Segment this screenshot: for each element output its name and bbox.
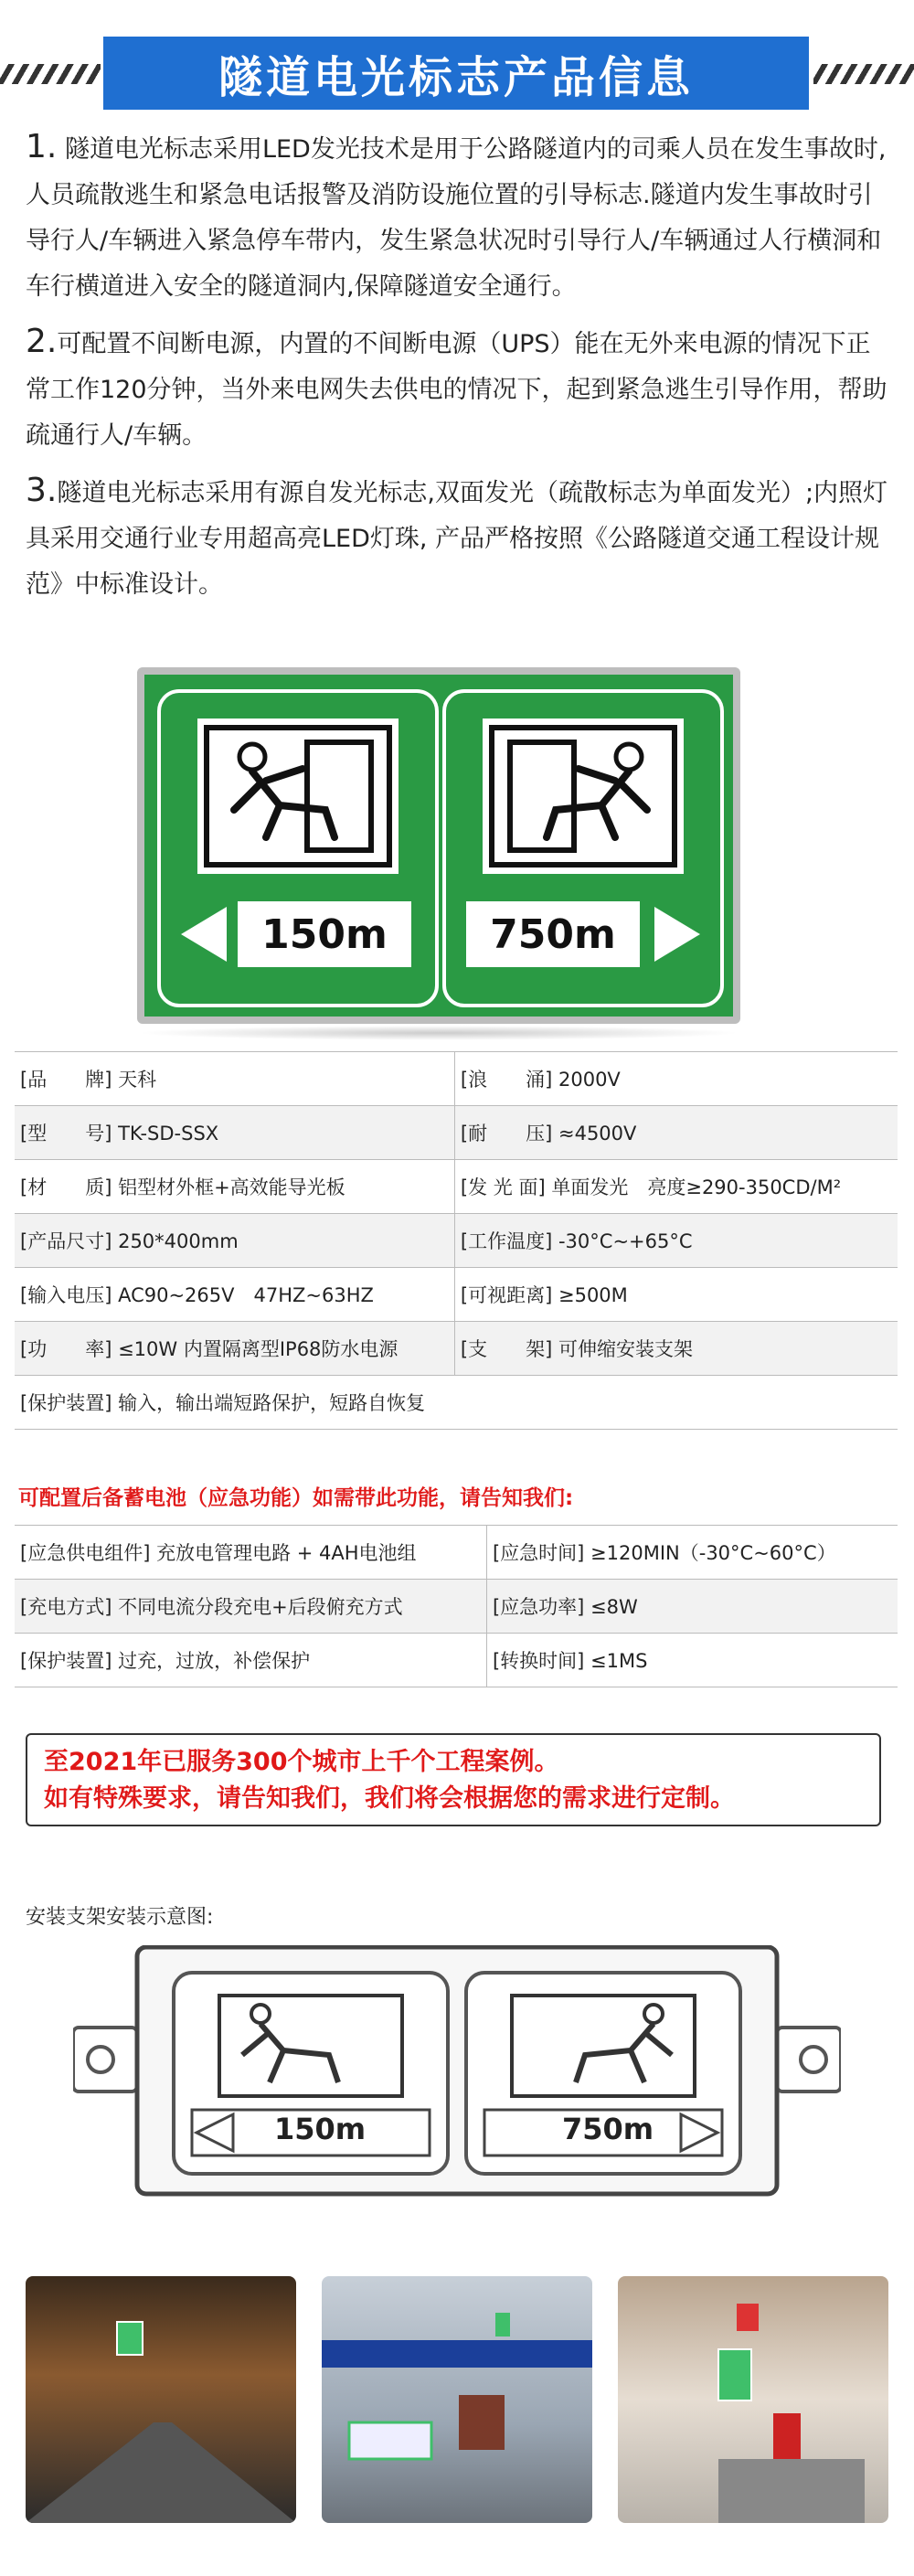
battery-spec-table <box>15 1525 898 1687</box>
sign-shadow <box>137 1026 740 1040</box>
spec-cell: [品 牌] 天科 <box>15 1052 454 1106</box>
table-row <box>15 1268 898 1322</box>
spec-cell: [产品尺寸] 250*400mm <box>15 1214 454 1268</box>
notice-line-2: 如有特殊要求，请告知我们，我们将会根据您的需求进行定制。 <box>44 1784 735 1813</box>
spec-cell: [工作温度] -30°C~+65°C <box>454 1214 898 1268</box>
decor-stripes-left <box>0 64 101 84</box>
intro-text-2: 可配置不间断电源，内置的不间断电源（UPS）能在无外来电源的情况下正常工作120分钟，当外来电网失去供电的情况下，起到紧急逃生引导作用，帮助疏通行人/车辆。 <box>26 330 887 450</box>
spec-cell: [应急功率] ≤8W <box>486 1580 898 1634</box>
spec-cell: [支 架] 可伸缩安装支架 <box>454 1322 898 1376</box>
spec-cell: [浪 涌] 2000V <box>454 1052 898 1106</box>
spec-cell: [充电方式] 不同电流分段充电+后段俯充方式 <box>15 1580 486 1634</box>
distance-bar-right <box>466 901 700 967</box>
sign-panel-left <box>157 689 439 1007</box>
page-title: 隧道电光标志产品信息 <box>218 51 694 103</box>
install-diagram-label: 安装支架安装示意图: <box>26 1906 214 1929</box>
spec-cell: [型 号] TK-SD-SSX <box>15 1106 454 1160</box>
spec-cell: [保护装置] 过充，过放，补偿保护 <box>15 1634 486 1687</box>
spec-cell: [应急供电组件] 充放电管理电路 + 4AH电池组 <box>15 1526 486 1580</box>
service-notice <box>26 1733 881 1826</box>
table-row <box>15 1106 898 1160</box>
title-banner <box>103 37 809 110</box>
distance-right: 750m <box>466 901 640 967</box>
arrow-right-icon <box>645 901 700 967</box>
install-distance-left: 150m <box>274 2112 367 2146</box>
spec-cell: [功 率] ≤10W 内置隔离型IP68防水电源 <box>15 1322 454 1376</box>
intro-text-1: 隧道电光标志采用LED发光技术是用于公路隧道内的司乘人员在发生事故时,人员疏散逃生和紧急电话报警及消防设施位置的引导标志.隧道内发生事故时引导行人/车辆进入紧急停车带内，发生紧急状况时引导行人/车辆通过人行横洞和车行横道进入安全的隧道洞内,保障隧道安全通行。 <box>26 135 887 301</box>
install-diagram <box>73 1945 841 2201</box>
page-header <box>0 37 914 110</box>
intro-text-3: 隧道电光标志采用有源自发光标志,双面发光（疏散标志为单面发光）;内照灯具采用交通行业专用超高亮LED灯珠, 产品严格按照《公路隧道交通工程设计规范》中标准设计。 <box>26 479 888 599</box>
running-man-exit-icon <box>483 719 684 874</box>
table-row <box>15 1526 898 1580</box>
installation-photos <box>26 2276 888 2523</box>
notice-line-1: 至2021年已服务300个城市上千个工程案例。 <box>44 1748 559 1776</box>
tunnel-photo-1 <box>26 2276 296 2523</box>
spec-table <box>15 1051 898 1430</box>
sign-panel-right <box>442 689 724 1007</box>
spec-cell: [材 质] 铝型材外框+高效能导光板 <box>15 1160 454 1214</box>
table-row <box>15 1376 898 1430</box>
table-row <box>15 1214 898 1268</box>
table-row <box>15 1052 898 1106</box>
spec-cell: [输入电压] AC90~265V 47HZ~63HZ <box>15 1268 454 1322</box>
tunnel-sign-image <box>137 667 740 1024</box>
table-row <box>15 1634 898 1687</box>
intro-text <box>26 124 894 617</box>
spec-cell: [转换时间] ≤1MS <box>486 1634 898 1687</box>
intro-num-1: 1. <box>26 128 58 165</box>
spec-cell: [可视距离] ≥500M <box>454 1268 898 1322</box>
tunnel-photo-2 <box>322 2276 592 2523</box>
spec-cell: [应急时间] ≥120MIN（-30°C~60°C） <box>486 1526 898 1580</box>
intro-num-2: 2. <box>26 323 58 360</box>
spec-cell: [耐 压] ≈4500V <box>454 1106 898 1160</box>
tunnel-photo-3 <box>618 2276 888 2523</box>
intro-paragraph-2 <box>26 319 894 459</box>
intro-paragraph-3 <box>26 468 894 608</box>
running-man-exit-icon <box>197 719 399 874</box>
decor-stripes-right <box>813 64 914 84</box>
arrow-left-icon <box>181 901 236 967</box>
distance-left: 150m <box>238 901 411 967</box>
battery-note: 可配置后备蓄电池（应急功能）如需带此功能，请告知我们: <box>18 1486 574 1510</box>
install-distance-right: 750m <box>562 2112 654 2146</box>
distance-bar-left <box>181 901 415 967</box>
sign-face <box>144 675 733 1017</box>
table-row <box>15 1580 898 1634</box>
spec-cell: [保护装置] 输入，输出端短路保护，短路自恢复 <box>15 1376 898 1430</box>
table-row <box>15 1322 898 1376</box>
spec-cell: [发 光 面] 单面发光 亮度≥290-350CD/M² <box>454 1160 898 1214</box>
intro-paragraph-1 <box>26 124 894 310</box>
intro-num-3: 3. <box>26 472 58 509</box>
table-row <box>15 1160 898 1214</box>
